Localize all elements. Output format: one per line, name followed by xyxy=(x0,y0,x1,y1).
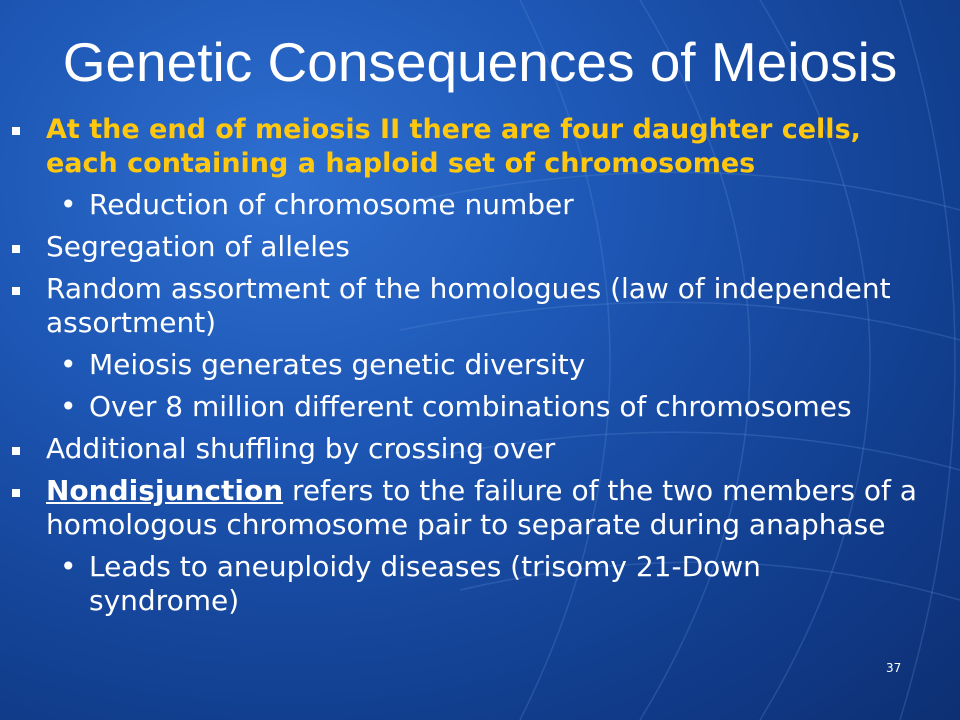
dot-bullet-icon: • xyxy=(60,348,77,381)
bullet-item xyxy=(0,474,926,542)
sub-bullet-item xyxy=(0,390,869,424)
bullet-text: At the end of meiosis II there are four daughter cells, each containing a haploid set of chromosomes xyxy=(46,114,861,179)
dot-bullet-icon: • xyxy=(60,188,77,221)
nondisjunction-term: Nondisjunction xyxy=(46,474,284,507)
sub-bullet-text: Meiosis generates genetic diversity xyxy=(89,348,586,381)
bullet-text: Additional shuffling by crossing over xyxy=(46,432,556,465)
bullet-item xyxy=(0,432,926,466)
square-bullet-icon xyxy=(12,245,20,253)
slide-title: Genetic Consequences of Meiosis xyxy=(62,31,898,93)
square-bullet-icon xyxy=(12,447,20,455)
dot-bullet-icon: • xyxy=(60,550,77,583)
bullet-text: Random assortment of the homologues (law of independent assortment) xyxy=(46,272,891,339)
square-bullet-icon xyxy=(12,287,20,295)
sub-bullet-item xyxy=(0,188,869,222)
square-bullet-icon xyxy=(12,489,20,497)
bullet-item xyxy=(0,230,926,264)
slide-content xyxy=(0,112,960,720)
sub-bullet-text: Over 8 million different combinations of chromosomes xyxy=(89,390,852,423)
sub-bullet-item xyxy=(0,348,869,382)
bullet-text: Segregation of alleles xyxy=(46,230,350,263)
square-bullet-icon xyxy=(12,127,20,135)
sub-bullet-text: Leads to aneuploidy diseases (trisomy 21-Down syndrome) xyxy=(89,550,761,617)
bullet-item xyxy=(0,272,926,340)
dot-bullet-icon: • xyxy=(60,390,77,423)
bullet-item xyxy=(0,112,926,180)
sub-bullet-text: Reduction of chromosome number xyxy=(89,188,574,221)
sub-bullet-item xyxy=(0,550,869,618)
page-number: 37 xyxy=(886,661,902,675)
bullet-text: refers to the failure of the two members of a homologous chromosome pair to separate during anaphase xyxy=(46,474,917,541)
